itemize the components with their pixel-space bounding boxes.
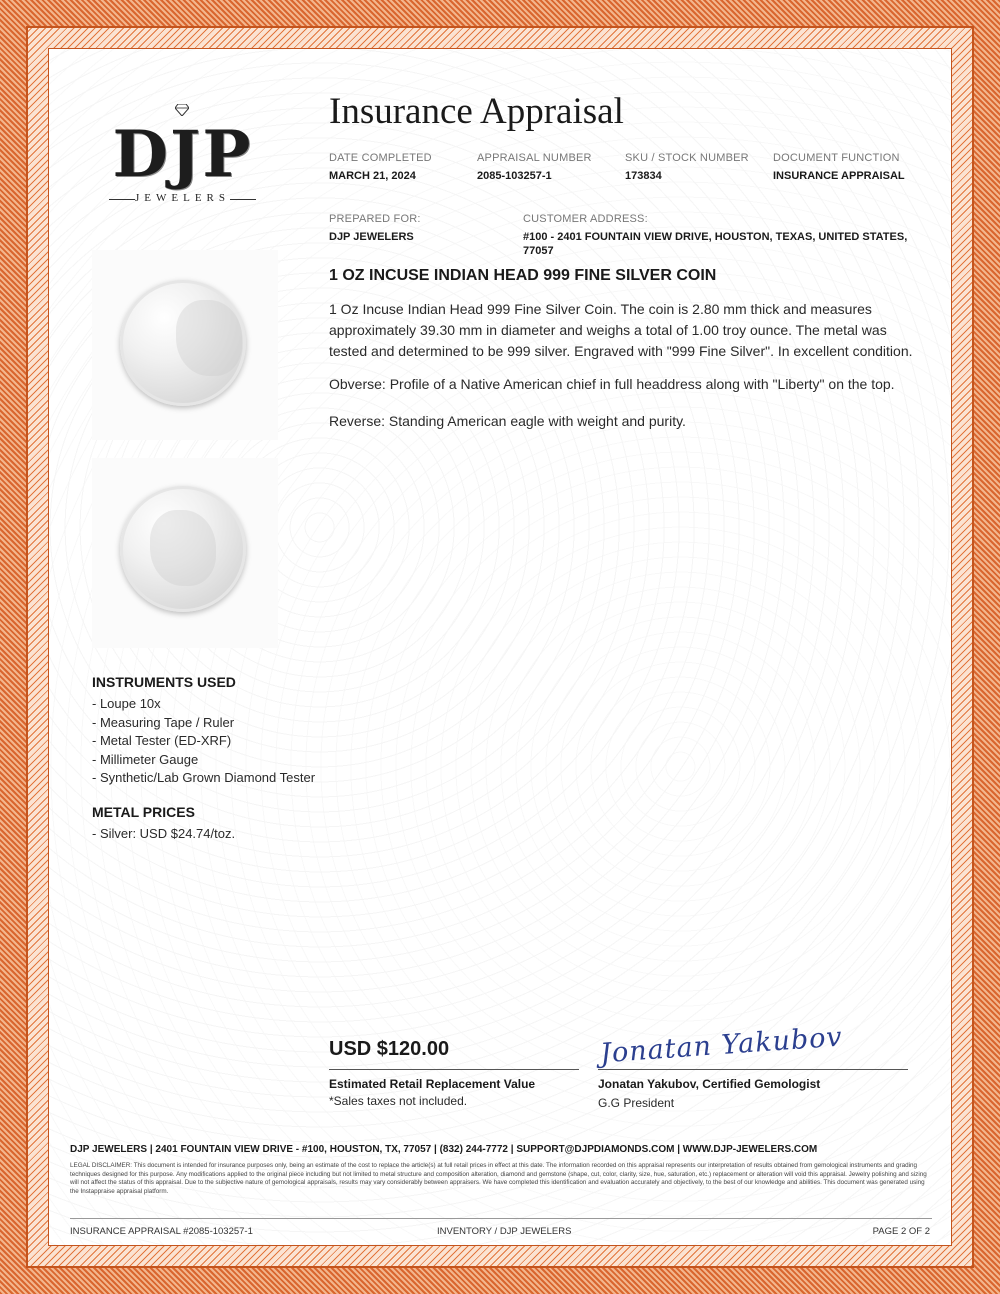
logo-letters: DJP <box>112 117 253 192</box>
metal-prices-heading: METAL PRICES <box>92 804 195 820</box>
metal-prices-list <box>92 825 235 844</box>
coin-relief <box>176 300 242 376</box>
tax-note: *Sales taxes not included. <box>329 1094 468 1108</box>
meta-value-date: MARCH 21, 2024 <box>329 170 416 182</box>
meta-label-sku: SKU / STOCK NUMBER <box>625 152 749 164</box>
signer-role: G.G President <box>598 1096 675 1110</box>
logo-divider-right <box>230 199 256 200</box>
coin-relief <box>150 510 216 586</box>
diamond-icon <box>175 104 189 116</box>
list-item: - Synthetic/Lab Grown Diamond Tester <box>92 770 316 785</box>
meta-label-appraisal-number: APPRAISAL NUMBER <box>477 152 592 164</box>
item-description: 1 Oz Incuse Indian Head 999 Fine Silver Coin. The coin is 2.80 mm thick and measures approximately 39.30 mm in diameter and weighs a total of 1.00 troy ounce. The metal was tested and determined to be 999 silver. Engraved with "999 Fine Silver". In excellent condition. <box>329 301 913 359</box>
customer-address-line1: #100 - 2401 FOUNTAIN VIEW DRIVE, HOUSTON, TEXAS, UNITED STATES, <box>523 231 908 243</box>
prepared-for-label: PREPARED FOR: <box>329 213 421 225</box>
coin-photo-obverse <box>92 250 278 440</box>
footer-contact: DJP JEWELERS | 2401 FOUNTAIN VIEW DRIVE - #100, HOUSTON, TX, 77057 | (832) 244-7772 | SUPPORT@DJPDIAMONDS.COM | WWW.DJP-JEWELERS.COM <box>70 1144 818 1155</box>
instruments-list <box>92 695 315 788</box>
footer-page-number: PAGE 2 OF 2 <box>872 1226 930 1237</box>
list-item: - Metal Tester (ED-XRF) <box>92 733 232 748</box>
djp-logo <box>105 118 260 210</box>
meta-value-appraisal-number: 2085-103257-1 <box>477 170 552 182</box>
list-item: - Silver: USD $24.74/toz. <box>92 826 236 841</box>
coin-image <box>120 280 246 406</box>
item-obverse: Obverse: Profile of a Native American chief in full headdress along with "Liberty" on the top. <box>329 376 895 392</box>
customer-address-label: CUSTOMER ADDRESS: <box>523 213 648 225</box>
value-underline <box>329 1069 579 1070</box>
item-reverse: Reverse: Standing American eagle with weight and purity. <box>329 413 686 429</box>
value-label: Estimated Retail Replacement Value <box>329 1077 536 1091</box>
coin-image <box>120 486 246 612</box>
legal-disclaimer: LEGAL DISCLAIMER: This document is intended for insurance purposes only, being an estimate of the cost to replace the article(s) at full retail prices in effect at this date. The information recorded on this appraisal represents our interpretation of results obtained from gemological instruments and grading techniques designed for this purpose. Any modifications applied to the original piece including but not limited to metal structure and composition alteration, diamond and gemstone (shape, cut, color, clarity, size, hue, saturation, etc.) replacement or alteration will void this appraisal. Jewelry polishing and sizing will not affect the status of this appraisal. Due to the subjective nature of gemological appraisals, results may vary considerably between appraisers. We have completed this identification and evaluation accurately and objectively, to the best of our knowledge and abilities. This document was generated using the Instappraise appraisal platform. <box>70 1162 927 1195</box>
list-item: - Millimeter Gauge <box>92 751 199 767</box>
appraised-value: USD $120.00 <box>329 1038 450 1060</box>
item-title: 1 OZ INCUSE INDIAN HEAD 999 FINE SILVER COIN <box>329 267 717 284</box>
logo-subtitle: JEWELERS <box>135 192 230 204</box>
signer-name: Jonatan Yakubov, Certified Gemologist <box>598 1077 821 1091</box>
page-title: Insurance Appraisal <box>329 91 624 132</box>
meta-label-date: DATE COMPLETED <box>329 152 432 164</box>
coin-photo-reverse <box>92 458 278 648</box>
list-item: - Measuring Tape / Ruler <box>92 714 235 730</box>
instruments-heading: INSTRUMENTS USED <box>92 674 236 690</box>
customer-address-line2: 77057 <box>523 245 554 257</box>
meta-label-document-function: DOCUMENT FUNCTION <box>773 152 900 164</box>
meta-value-sku: 173834 <box>625 170 662 182</box>
signature: Jonatan Yakubov <box>599 1021 844 1070</box>
meta-value-document-function: INSURANCE APPRAISAL <box>773 170 905 182</box>
footer-divider <box>70 1218 932 1219</box>
footer-inventory: INVENTORY / DJP JEWELERS <box>437 1226 572 1237</box>
list-item: - Loupe 10x <box>92 696 161 711</box>
footer-appraisal-ref: INSURANCE APPRAISAL #2085-103257-1 <box>70 1226 253 1237</box>
signature-line <box>598 1069 908 1070</box>
prepared-for-value: DJP JEWELERS <box>329 231 414 243</box>
